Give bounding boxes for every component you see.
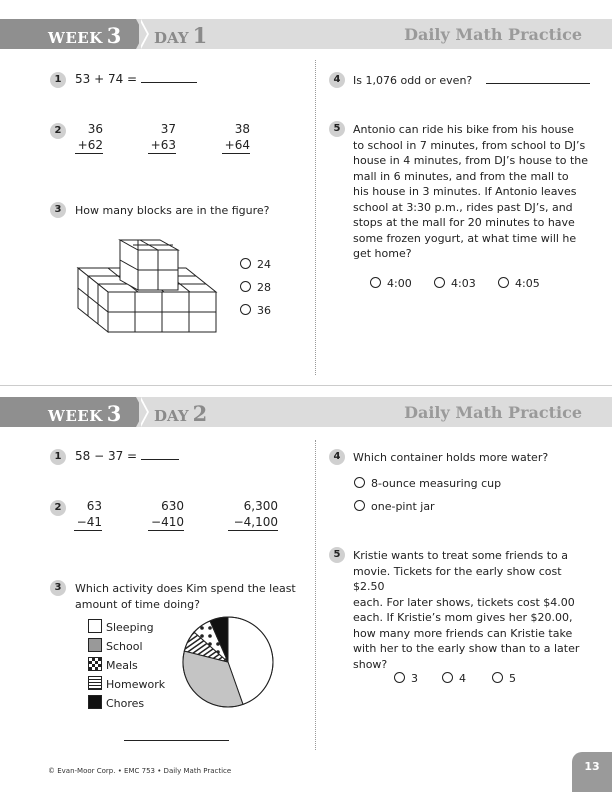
question-number: 3 (50, 202, 66, 218)
legend-meals: Meals (88, 657, 138, 672)
block-figure (74, 232, 220, 340)
subtraction-problem: 630 −410 (148, 498, 184, 531)
answer-option[interactable]: 3 (394, 672, 418, 685)
answer-option[interactable]: one-pint jar (354, 500, 435, 513)
legend-chores: Chores (88, 695, 144, 710)
subtraction-problem: 63 −41 (74, 498, 102, 531)
column-divider (315, 60, 316, 375)
question-number: 4 (329, 449, 345, 465)
header-title: Daily Math Practice (404, 403, 582, 422)
legend-sleeping: Sleeping (88, 619, 154, 634)
answer-option[interactable]: 4:03 (434, 277, 476, 290)
column-divider (315, 440, 316, 750)
question-number: 4 (329, 72, 345, 88)
day-label: DAY 1 (154, 23, 208, 48)
week-label: WEEK 3 (48, 23, 122, 48)
week-label: WEEK 3 (48, 401, 122, 426)
question-5-text: Kristie wants to treat some friends to a movie. Tickets for the early show cost $2.50 each. For later shows, tickets cost $4.00 each. If Kristie’s mom gives her $20.00, how many more friends can Kristie take with her to the early show than to a later show? (353, 549, 580, 671)
page-number: 13 (572, 752, 612, 792)
day2-header (0, 397, 612, 427)
question-1-text: 58 − 37 = (75, 449, 179, 464)
pie-chart (182, 616, 276, 710)
question-4-text: Which container holds more water? (353, 451, 549, 464)
question-3-text: How many blocks are in the figure? (75, 204, 270, 217)
question-1-text: 53 + 74 = (75, 72, 197, 87)
legend-homework: Homework (88, 676, 165, 691)
legend-school: School (88, 638, 143, 653)
answer-line[interactable] (124, 740, 229, 741)
answer-option[interactable]: 4:00 (370, 277, 412, 290)
question-number: 2 (50, 123, 66, 139)
answer-option[interactable]: 4:05 (498, 277, 540, 290)
question-number: 2 (50, 500, 66, 516)
question-number: 5 (329, 547, 345, 563)
answer-option[interactable]: 28 (240, 281, 271, 294)
addition-problem: 36 +62 (75, 121, 103, 154)
question-number: 3 (50, 580, 66, 596)
day-label: DAY 2 (154, 401, 208, 426)
header-title: Daily Math Practice (404, 25, 582, 44)
addition-problem: 37 +63 (148, 121, 176, 154)
question-5-text: Antonio can ride his bike from his house to school in 7 minutes, from school to DJ’s house in 4 minutes, from DJ’s house to the mall in 6 minutes, and from the mall to his house in 3 minutes. If Antonio leaves school at 3:30 p.m., rides past DJ’s, and stops at the mall for 20 minutes to have some frozen yogurt, at what time will he get home? (353, 123, 589, 260)
question-number: 1 (50, 449, 66, 465)
cut-line (0, 385, 612, 386)
question-number: 1 (50, 72, 66, 88)
question-number: 5 (329, 121, 345, 137)
subtraction-problem: 6,300 −4,100 (228, 498, 278, 531)
question-3-text: Which activity does Kim spend the least amount of time doing? (75, 582, 296, 611)
answer-option[interactable]: 5 (492, 672, 516, 685)
addition-problem: 38 +64 (222, 121, 250, 154)
day1-header (0, 19, 612, 49)
answer-option[interactable]: 24 (240, 258, 271, 271)
answer-option[interactable]: 8-ounce measuring cup (354, 477, 501, 490)
answer-option[interactable]: 4 (442, 672, 466, 685)
answer-option[interactable]: 36 (240, 304, 271, 317)
question-4-text: Is 1,076 odd or even? (353, 73, 590, 88)
footer-text: © Evan-Moor Corp. • EMC 753 • Daily Math Practice (48, 767, 232, 775)
